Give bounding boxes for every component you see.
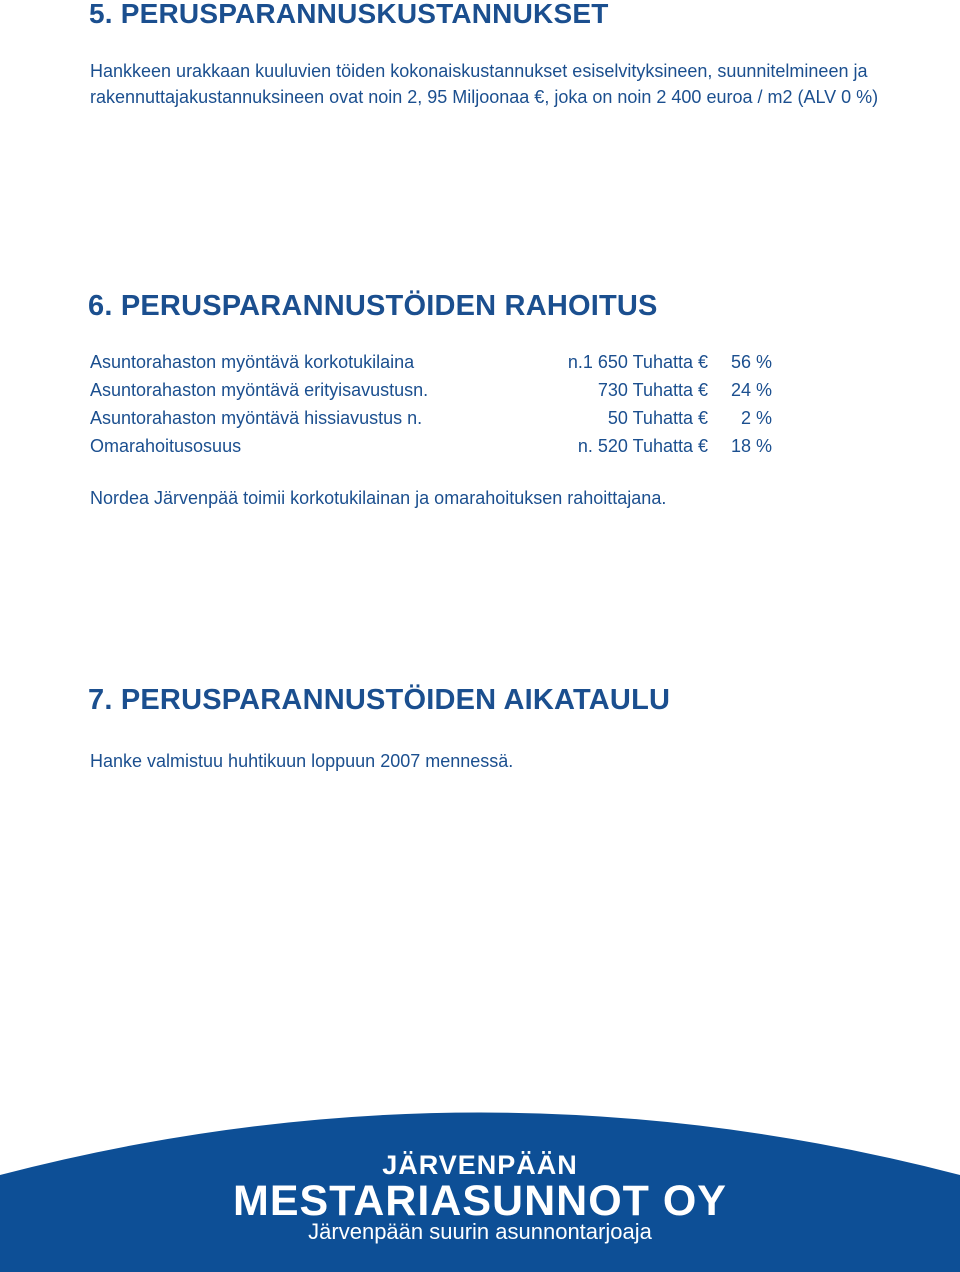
financing-amount: 730 Tuhatta € <box>597 380 708 400</box>
financing-table <box>90 352 790 464</box>
financing-row <box>90 408 790 436</box>
financing-percent: 2 % <box>740 408 772 428</box>
financing-source: Asuntorahaston myöntävä erityisavustusn. <box>90 380 429 400</box>
financing-amount: n. 520 Tuhatta € <box>577 436 708 456</box>
section-7-heading: 7. PERUSPARANNUSTÖIDEN AIKATAULU <box>88 684 671 716</box>
financing-amount: 50 Tuhatta € <box>607 408 708 428</box>
financing-source: Asuntorahaston myöntävä hissiavustus n. <box>90 408 423 428</box>
company-name: MESTARIASUNNOT OY <box>233 1177 727 1225</box>
company-slogan: Järvenpään suurin asunnontarjoaja <box>308 1219 652 1244</box>
financing-percent: 56 % <box>730 352 772 372</box>
schedule-text: Hanke valmistuu huhtikuun loppuun 2007 mennessä. <box>90 751 514 771</box>
section-5-heading: 5. PERUSPARANNUSKUSTANNUKSET <box>89 0 609 29</box>
footer-city: JÄRVENPÄÄN <box>382 1150 578 1180</box>
financing-source: Asuntorahaston myöntävä korkotukilaina <box>90 352 415 372</box>
financing-row <box>90 436 790 464</box>
financier-note: Nordea Järvenpää toimii korkotukilainan ja omarahoituksen rahoittajana. <box>90 488 667 508</box>
costs-paragraph: Hankkeen urakkaan kuuluvien töiden kokonaiskustannukset esiselvityksineen, suunnitelmineen ja rakennuttajakustannuksineen ovat noin 2, 95 Miljoonaa €, joka on noin 2 400 euroa / m2 (ALV 0 %) <box>90 61 879 107</box>
section-6-heading: 6. PERUSPARANNUSTÖIDEN RAHOITUS <box>88 290 658 322</box>
financing-source: Omarahoitusosuus <box>90 436 242 456</box>
financing-row <box>90 352 790 380</box>
financing-row <box>90 380 790 408</box>
financing-percent: 24 % <box>730 380 772 400</box>
financing-percent: 18 % <box>730 436 772 456</box>
financing-amount: n.1 650 Tuhatta € <box>567 352 708 372</box>
